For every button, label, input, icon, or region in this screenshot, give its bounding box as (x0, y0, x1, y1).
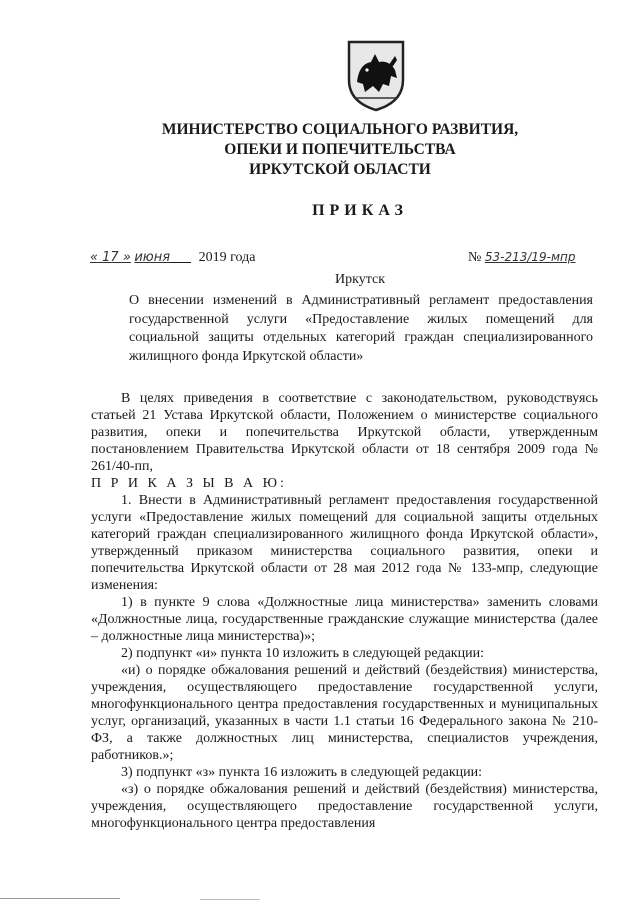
ministry-header (150, 120, 530, 180)
ministry-name-line2: ОПЕКИ И ПОПЕЧИТЕЛЬСТВА (224, 141, 456, 158)
number-prefix: № (468, 250, 482, 265)
subitem-3-text: «з) о порядке обжалования решений и действий (бездействия) министерства, учреждения, осуществляющего предоставление государственной услуги, многофункционального центра предоставления (91, 782, 598, 831)
order-word: П Р И К А З Ы В А Ю: (91, 476, 287, 491)
date-month: июня (134, 250, 171, 265)
subitem-2-paragraph: 2) подпункт «и» пункта 10 изложить в следующей редакции: (121, 646, 484, 661)
item-1-paragraph: 1. Внести в Административный регламент предоставления государственной услуги «Предоставление жилых помещений для социальной защиты отдельных категорий граждан специализированного жилищного фонда Иркутской области», утвержденный приказом министерства социального развития, опеки и попечительства Иркутской области от 28 мая 2012 года № 133-мпр, следующие изменения: (91, 493, 598, 593)
order-number (468, 250, 576, 266)
order-date (90, 250, 255, 266)
date-year: 2019 года (198, 250, 256, 265)
subitem-2-text: «и) о порядке обжалования решений и действий (бездействия) министерства, учреждения, осуществляющего предоставление государственной услуги, многофункционального центра предоставления государственных и муниципальных услуг, организаций, указанных в части 1.1 статьи 16 Федерального закона № 210-ФЗ, а также должностных лиц министерства, специалистов учреждения, работников.»; (91, 663, 598, 763)
preamble-paragraph: В целях приведения в соответствие с законодательством, руководствуясь статьей 21 Устава Иркутской области, Положением о министерстве социального развития, опеки и попечительства Иркутской области, утвержденным постановлением Правительства Иркутской области от 18 сентября 2009 года № 261/40-пп, (91, 391, 598, 474)
irkutsk-coat-of-arms-icon (345, 40, 407, 112)
date-day: « 17 » (90, 250, 131, 265)
ministry-name-line1: МИНИСТЕРСТВО СОЦИАЛЬНОГО РАЗВИТИЯ, (161, 121, 519, 138)
ministry-name-line3: ИРКУТСКОЙ ОБЛАСТИ (249, 161, 431, 178)
document-type-title: ПРИКАЗ (312, 202, 408, 219)
number-value: 53-213/19-мпр (484, 250, 576, 264)
subitem-1-paragraph: 1) в пункте 9 слова «Должностные лица министерства» заменить словами «Должностные лица, государственные гражданские служащие министерства (далее – должностные лица министерства)»; (91, 595, 598, 644)
footer-divider-2 (200, 899, 260, 900)
city-name: Иркутск (335, 272, 386, 287)
subitem-3-paragraph: 3) подпункт «з» пункта 16 изложить в следующей редакции: (121, 765, 482, 780)
order-body (91, 390, 598, 832)
footer-divider (0, 898, 120, 899)
order-subject: О внесении изменений в Административный регламент предоставления государственной услуги «Предоставление жилых помещений для социальной защиты отдельных категорий граждан специализированного жилищного фонда Иркутской области» (129, 293, 593, 364)
